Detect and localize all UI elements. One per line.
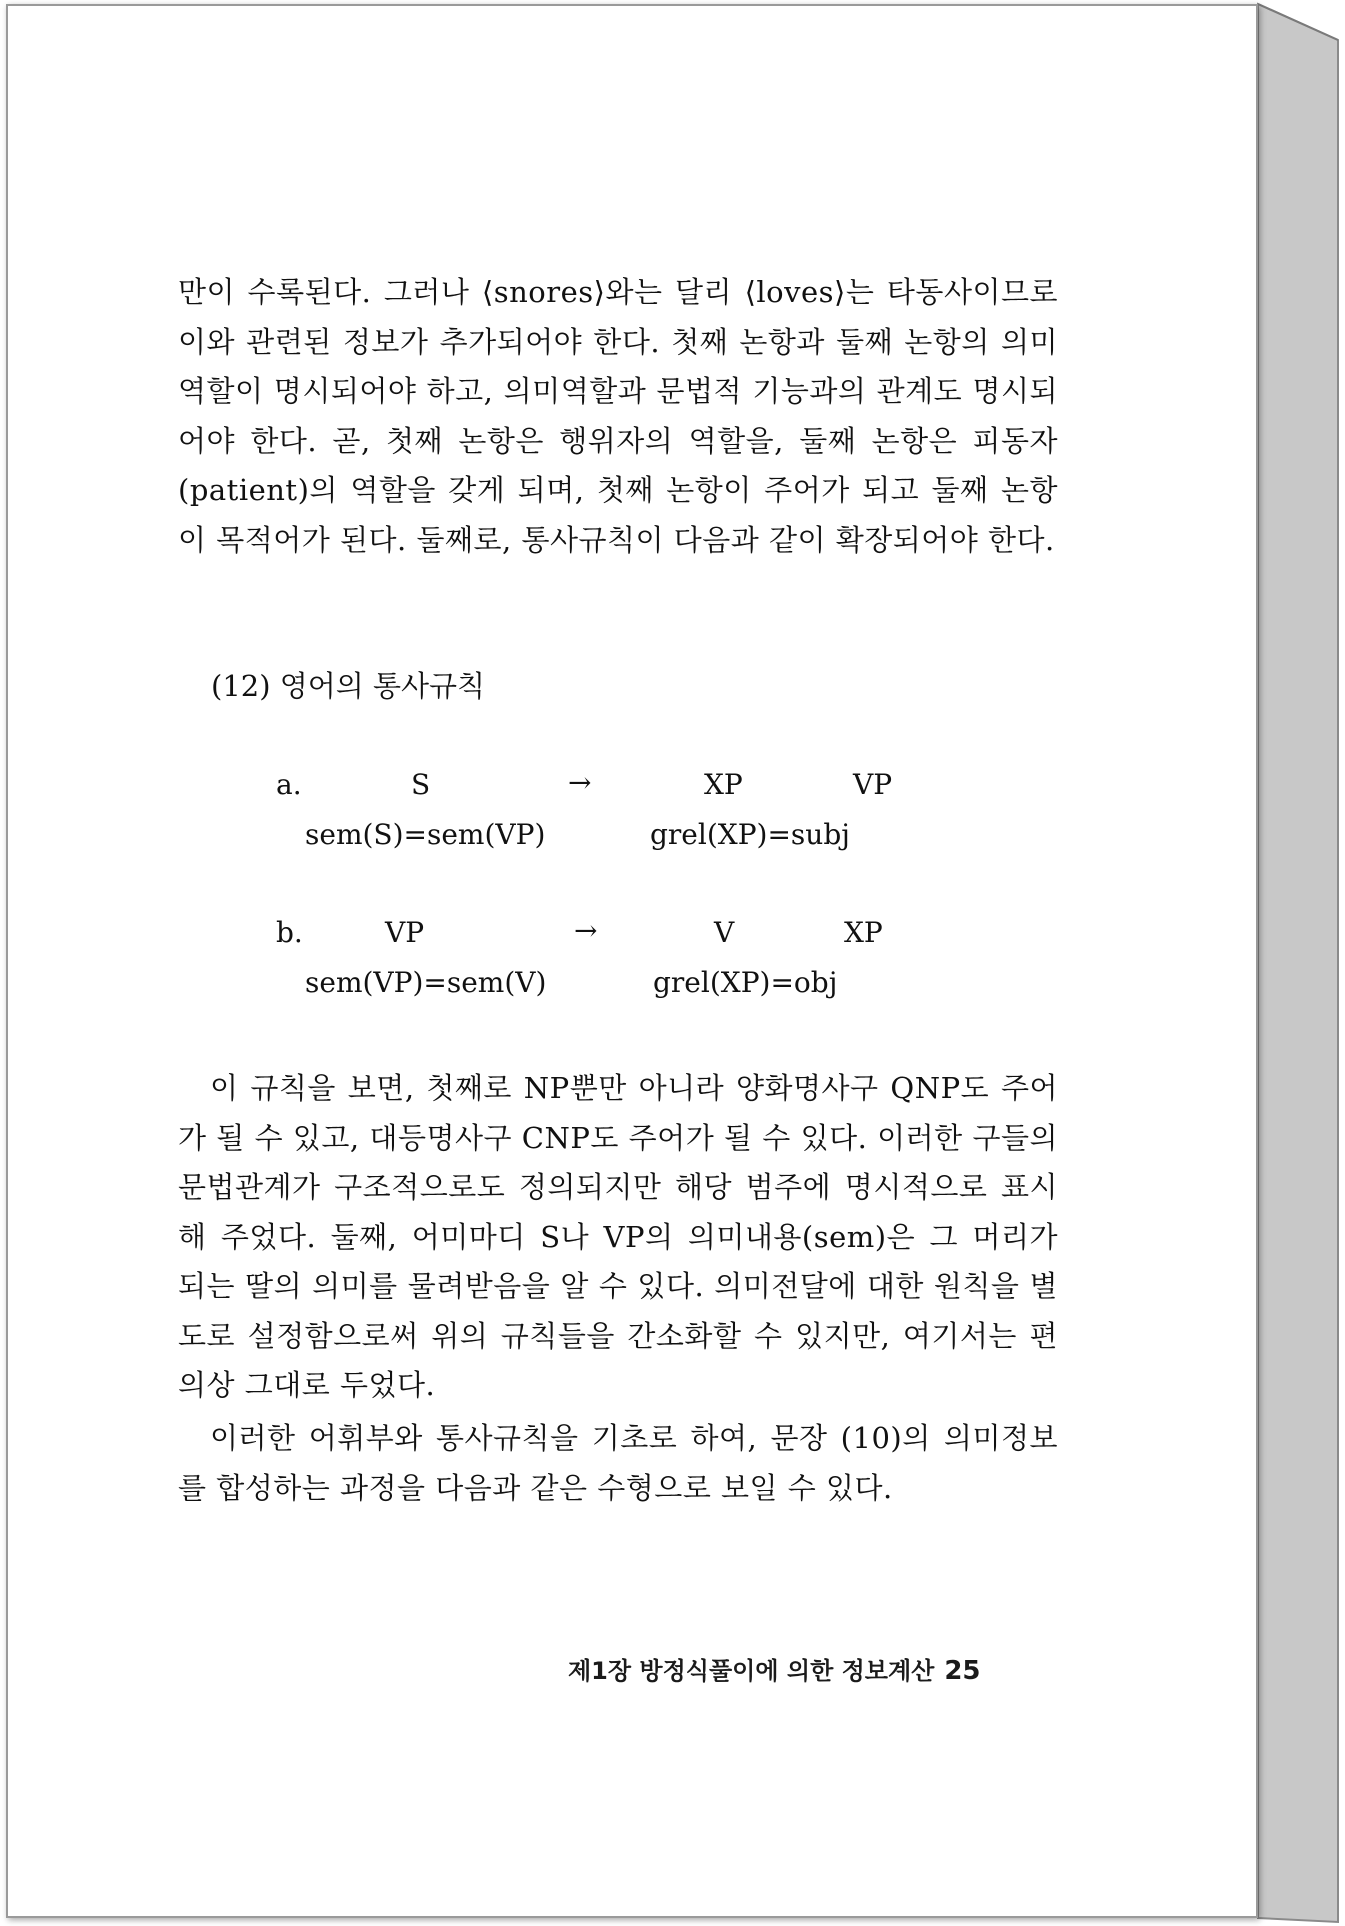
rule-a-rhs1: XP <box>704 768 743 801</box>
rule-a-rhs-sem: grel(XP)=subj <box>650 818 850 851</box>
rule-b-lhs: VP <box>385 916 425 949</box>
paragraph-1: 만이 수록된다. 그러나 ⟨snores⟩와는 달리 ⟨loves⟩는 타동사이므로 이와 관련된 정보가 추가되어야 한다. 첫째 논항과 둘째 논항의 의미역할이 명시되어야 하고, 의미역할과 문법적 기능과의 관계도 명시되어야 한다. 곧, 첫째 논항은 행위자의 역할을, 둘째 논항은 피동자(patient)의 역할을 갖게 되며, 첫째 논항이 주어가 되고 둘째 논항이 목적어가 된다. 둘째로, 통사규칙이 다음과 같이 확장되어야 한다. <box>178 275 1058 557</box>
rule-a-label: a. <box>276 768 302 801</box>
paragraph-2: 이 규칙을 보면, 첫째로 NP뿐만 아니라 양화명사구 QNP도 주어가 될 수 있고, 대등명사구 CNP도 주어가 될 수 있다. 이러한 구들의 문법관계가 구조적으로도 정의되지만 해당 범주에 명시적으로 표시해 주었다. 둘째, 어미마디 S나 VP의 의미내용(sem)은 그 머리가 되는 딸의 의미를 물려받음을 알 수 있다. 의미전달에 대한 원칙을 별도로 설정함으로써 위의 규칙들을 간소화할 수 있지만, 여기서는 편의상 그대로 두었다. <box>178 1071 1058 1402</box>
book-page <box>6 4 1258 1918</box>
example-title: (12) 영어의 통사규칙 <box>211 669 486 703</box>
rule-b-rhs1: V <box>714 916 735 949</box>
rule-b-rhs-sem: grel(XP)=obj <box>653 966 838 999</box>
rule-b-arrow: → <box>574 914 598 947</box>
running-footer <box>568 1651 981 1686</box>
rule-b-label: b. <box>276 916 303 949</box>
chapter-title: 제1장 방정식풀이에 의한 정보계산 <box>568 1657 935 1685</box>
rule-a-lhs: S <box>411 768 431 801</box>
rule-a-lhs-sem: sem(S)=sem(VP) <box>305 818 546 851</box>
rule-a-arrow: → <box>568 766 592 799</box>
rule-b-rhs2: XP <box>844 916 883 949</box>
rule-a-rhs2: VP <box>853 768 893 801</box>
paragraph-3: 이러한 어휘부와 통사규칙을 기초로 하여, 문장 (10)의 의미정보를 합성하는 과정을 다음과 같은 수형으로 보일 수 있다. <box>178 1421 1058 1505</box>
rule-b-lhs-sem: sem(VP)=sem(V) <box>305 966 547 999</box>
page-number: 25 <box>944 1656 981 1686</box>
